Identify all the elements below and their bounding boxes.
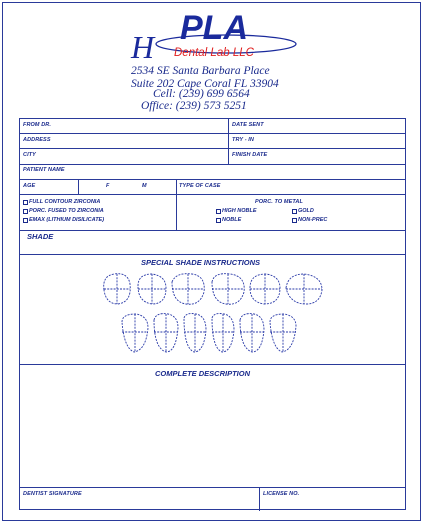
option-full-contour-zirconia[interactable]: FULL CONTOUR ZIRCONIA bbox=[23, 199, 100, 205]
logo-letters: PLA bbox=[180, 9, 248, 47]
row-divider bbox=[20, 487, 405, 488]
row-divider bbox=[20, 364, 405, 365]
city-label: CITY bbox=[23, 152, 36, 158]
column-divider bbox=[78, 179, 79, 194]
option-non-prec[interactable]: NON-PREC bbox=[292, 217, 327, 223]
checkbox-icon[interactable] bbox=[292, 218, 297, 223]
option-high-noble[interactable]: HIGH NOBLE bbox=[216, 208, 257, 214]
shade-label: SHADE bbox=[27, 232, 54, 241]
option-gold[interactable]: GOLD bbox=[292, 208, 314, 214]
from-dr-label: FROM DR. bbox=[23, 122, 51, 128]
checkbox-icon[interactable] bbox=[23, 200, 28, 205]
row-divider bbox=[20, 133, 405, 134]
license-no-label: LICENSE NO. bbox=[263, 491, 300, 497]
complete-description-heading: COMPLETE DESCRIPTION bbox=[155, 369, 251, 378]
option-emax[interactable]: EMAX (LITHIUM DISILICATE) bbox=[23, 217, 104, 223]
column-divider bbox=[228, 119, 229, 164]
address-cell: Cell: (239) 699 6564 bbox=[153, 88, 250, 100]
address-line-1: 2534 SE Santa Barbara Place bbox=[131, 65, 270, 77]
address-label: ADDRESS bbox=[23, 137, 51, 143]
column-divider bbox=[176, 179, 177, 194]
checkbox-icon[interactable] bbox=[216, 209, 221, 214]
row-divider bbox=[20, 164, 405, 165]
type-of-case-label: TYPE OF CASE bbox=[179, 183, 221, 189]
option-porc-fused-to-zirconia[interactable]: PORC. FUSED TO ZIRCONIA bbox=[23, 208, 104, 214]
try-in-label: TRY - IN bbox=[232, 137, 254, 143]
logo bbox=[128, 6, 303, 64]
age-label: AGE bbox=[23, 183, 36, 189]
tooth-grid bbox=[122, 314, 296, 352]
male-label: M bbox=[142, 183, 147, 189]
checkbox-icon[interactable] bbox=[292, 209, 297, 214]
checkbox-icon[interactable] bbox=[23, 209, 28, 214]
checkbox-icon[interactable] bbox=[23, 218, 28, 223]
teeth-diagram bbox=[100, 268, 328, 356]
option-noble[interactable]: NOBLE bbox=[216, 217, 241, 223]
row-divider bbox=[20, 230, 405, 231]
female-label: F bbox=[106, 183, 110, 189]
address-office: Office: (239) 573 5251 bbox=[141, 100, 247, 112]
column-divider bbox=[259, 487, 260, 511]
row-divider bbox=[20, 194, 405, 195]
column-divider bbox=[176, 194, 177, 230]
row-divider bbox=[20, 254, 405, 255]
row-divider bbox=[20, 148, 405, 149]
finish-date-label: FINISH DATE bbox=[232, 152, 268, 158]
special-shade-heading: SPECIAL SHADE INSTRUCTIONS bbox=[141, 258, 261, 267]
address-line-2: Suite 202 Cape Coral FL 33904 bbox=[131, 78, 279, 90]
logo-subtitle: Dental Lab LLC bbox=[174, 47, 254, 59]
logo-h-letter: H bbox=[131, 29, 155, 64]
porc-to-metal-label: PORC. TO METAL bbox=[255, 199, 303, 205]
checkbox-icon[interactable] bbox=[216, 218, 221, 223]
date-sent-label: DATE SENT bbox=[232, 122, 264, 128]
patient-name-label: PATIENT NAME bbox=[23, 167, 65, 173]
dentist-signature-label: DENTIST SIGNATURE bbox=[23, 491, 82, 497]
